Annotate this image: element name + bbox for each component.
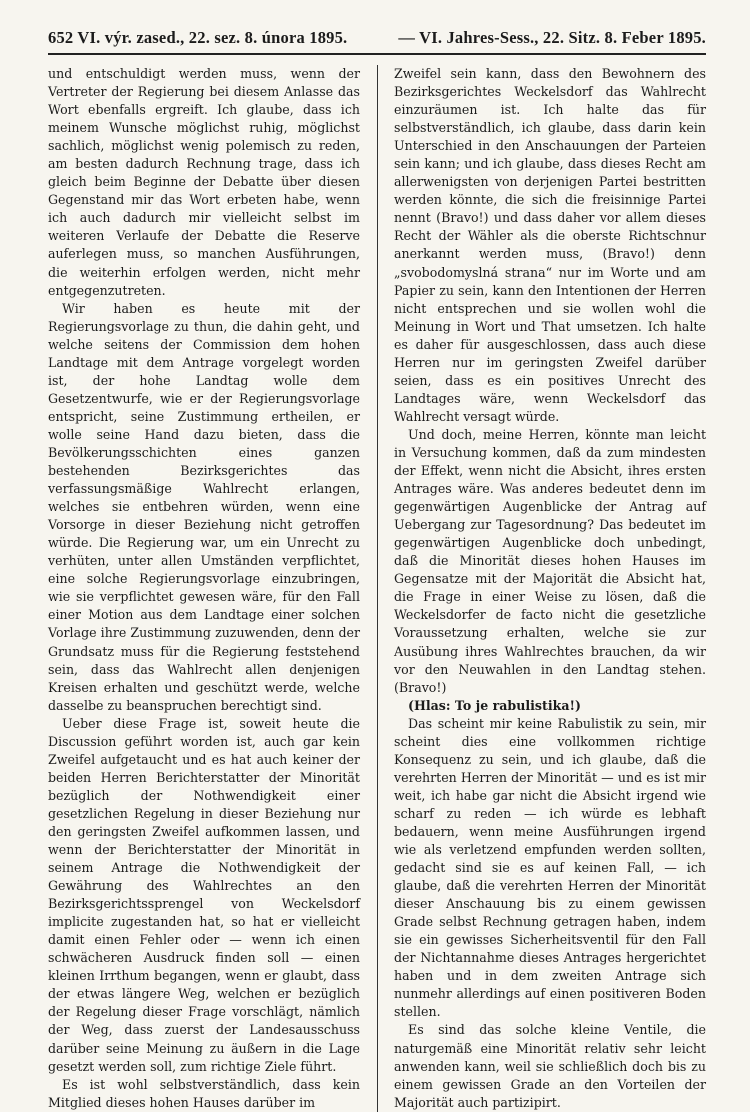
left-column [48,65,360,1112]
header-czech: 652 VI. výr. zased., 22. sez. 8. února 1895. [48,28,348,47]
header-german: — VI. Jahres-Sess., 22. Sitz. 8. Feber 1895. [398,28,706,47]
right-paragraph-3: Das scheint mir keine Rabulistik zu sein, mir scheint dies eine vollkommen richtige Konsequenz zu sein, und ich glaube, daß die verehrten Herren der Minorität — und es ist mir weit, ich habe gar nicht die Absicht irgend wie scharf zu reden — ich würde es lebhaft bedauern, wenn meine Ausführungen irgend wie als verletzend empfunden werden sollten, gedacht sind sie es auf keinen Fall, — ich glaube, daß die verehrten Herren der Minorität dieser Anschauung bis zu einem gewissen Grade selbst Rechnung getragen haben, indem sie ein gewisses Sicherheitsventil für den Fall der Nichtannahme dieses Antrages hergerichtet haben und in dem zweiten Antrage sich nunmehr allerdings auf einen positiveren Boden stellen. [394,715,706,1020]
left-paragraph-4: Es ist wohl selbstverständlich, dass kein Mitglied dieses hohen Hauses darüber im [48,1076,360,1110]
right-paragraph-1: Zweifel sein kann, dass den Bewohnern des Bezirksgerichtes Weckelsdorf das Wahlrecht einzuräumen ist. Ich halte das für selbstverständlich, ich glaube, dass darin kein Unterschied in den Anschauungen der Parteien sein kann; und ich glaube, dass dieses Recht am allerwenigsten von derjenigen Partei bestritten werden könnte, die sich die freisinnige Partei nennt (Bravo!) und dass daher vor allem dieses Recht der Wähler als die oberste Richtschnur anerkannt werden muss, (Bravo!) denn „svobodomyslná strana“ nur im Worte und am Papier zu sein, kann den Intentionen der Herren nicht entsprechen und sie wollen wohl die Meinung in Wort und That umsetzen. Ich halte es daher für ausgeschlossen, dass auch diese Herren nur im geringsten Zweifel darüber seien, dass es ein positives Unrecht des Landtages wäre, wenn Weckelsdorf das Wahlrecht versagt würde. [394,66,706,424]
interjection: (Hlas: To je rabulistika!) [408,697,581,713]
left-paragraph-2: Wir haben es heute mit der Regierungsvorlage zu thun, die dahin geht, und welche seitens der Commission dem hohen Landtage mit dem Antrage vorgelegt worden ist, der hohe Landtag wolle dem Gesetzentwurfe, wie er der Regierungsvorlage entspricht, seine Zustimmung ertheilen, er wolle seine Hand dazu bieten, dass die Bevölkerungsschichten eines ganzen bestehenden Bezirksgerichtes das verfassungsmäßige Wahlrecht erlangen, welches sie entbehren würden, wenn eine Vorsorge in dieser Beziehung nicht getroffen würde. Die Regierung war, um ein Unrecht zu verhüten, unter allen Umständen verpflichtet, eine solche Regierungsvorlage einzubringen, wie sie verpflichtet gewesen wäre, für den Fall einer Motion aus dem Landtage einer solchen Vorlage ihre Zustimmung zuzuwenden, denn der Grundsatz muss für die Regierung feststehend sein, dass das Wahlrecht allen denjenigen Kreisen erhalten und geschützt werde, welche dasselbe zu beanspruchen berechtigt sind. [48,300,360,713]
column-divider [377,65,378,1112]
header-rule [48,53,706,55]
left-paragraph-3: Ueber diese Frage ist, soweit heute die Discussion geführt worden ist, auch gar kein Zweifel aufgetaucht und es hat auch keiner der beiden Herren Berichterstatter der Minorität bezüglich der Nothwendigkeit einer gesetzlichen Regelung in dieser Beziehung nur den geringsten Zweifel aufkommen lassen, und wenn der Berichterstatter der Minorität in seinem Antrage die Nothwendigkeit der Gewährung des Wahlrechtes an den Bezirksgerichtssprengel von Weckelsdorf implicite zugestanden hat, so hat er vielleicht damit einen Fehler oder — wenn ich einen schwächeren Ausdruck finden soll — einen kleinen Irrthum begangen, wenn er glaubt, dass der etwas längere Weg, welchen er bezüglich der Regelung dieser Frage vorschlägt, nämlich der Weg, dass zuerst der Landesausschuss darüber seine Meinung zu äußern in die Lage gesetzt werden soll, zum richtige Ziele führt. [48,715,360,1074]
right-paragraph-4: Es sind das solche kleine Ventile, die naturgemäß eine Minorität relativ sehr leicht anwenden kann, weil sie schließlich doch bis zu einem gewissen Grade an den Vorteilen der Majorität auch partizipirt. [394,1022,706,1110]
right-column [394,65,706,1112]
text-columns [48,65,706,1112]
page-header [48,28,706,48]
right-paragraph-2: Und doch, meine Herren, könnte man leicht in Versuchung kommen, daß da zum mindesten der Effekt, wenn nicht die Absicht, ihres ersten Antrages wäre. Was anderes bedeutet denn im gegenwärtigen Augenblicke der Antrag auf Uebergang zur Tagesordnung? Das bedeutet im gegenwärtigen Augenblicke doch unbedingt, daß die Minorität dieses hohen Hauses im Gegensatze mit der Majorität die Absicht hat, die Frage in einer Weise zu lösen, daß die Weckelsdorfer de facto nicht die gesetzliche Voraussetzung erhalten, welche sie zur Ausübung ihres Wahlrechtes brauchen, da wir vor den Neuwahlen in den Landtag stehen. (Bravo!) [394,426,706,695]
left-paragraph-1: und entschuldigt werden muss, wenn der Vertreter der Regierung bei diesem Anlasse das Wort ebenfalls ergreift. Ich glaube, dass ich meinem Wunsche möglichst ruhig, möglichst sachlich, möglichst wenig polemisch zu reden, am besten dadurch Rechnung trage, dass ich gleich beim Beginne der Debatte über diesen Gegenstand mir das Wort erbeten habe, wenn ich auch dadurch mir vielleicht selbst im weiteren Verlaufe der Debatte die Reserve auferlegen muss, so manchen Ausführungen, die weiterhin erfolgen werden, nicht mehr entgegenzutreten. [48,66,360,298]
